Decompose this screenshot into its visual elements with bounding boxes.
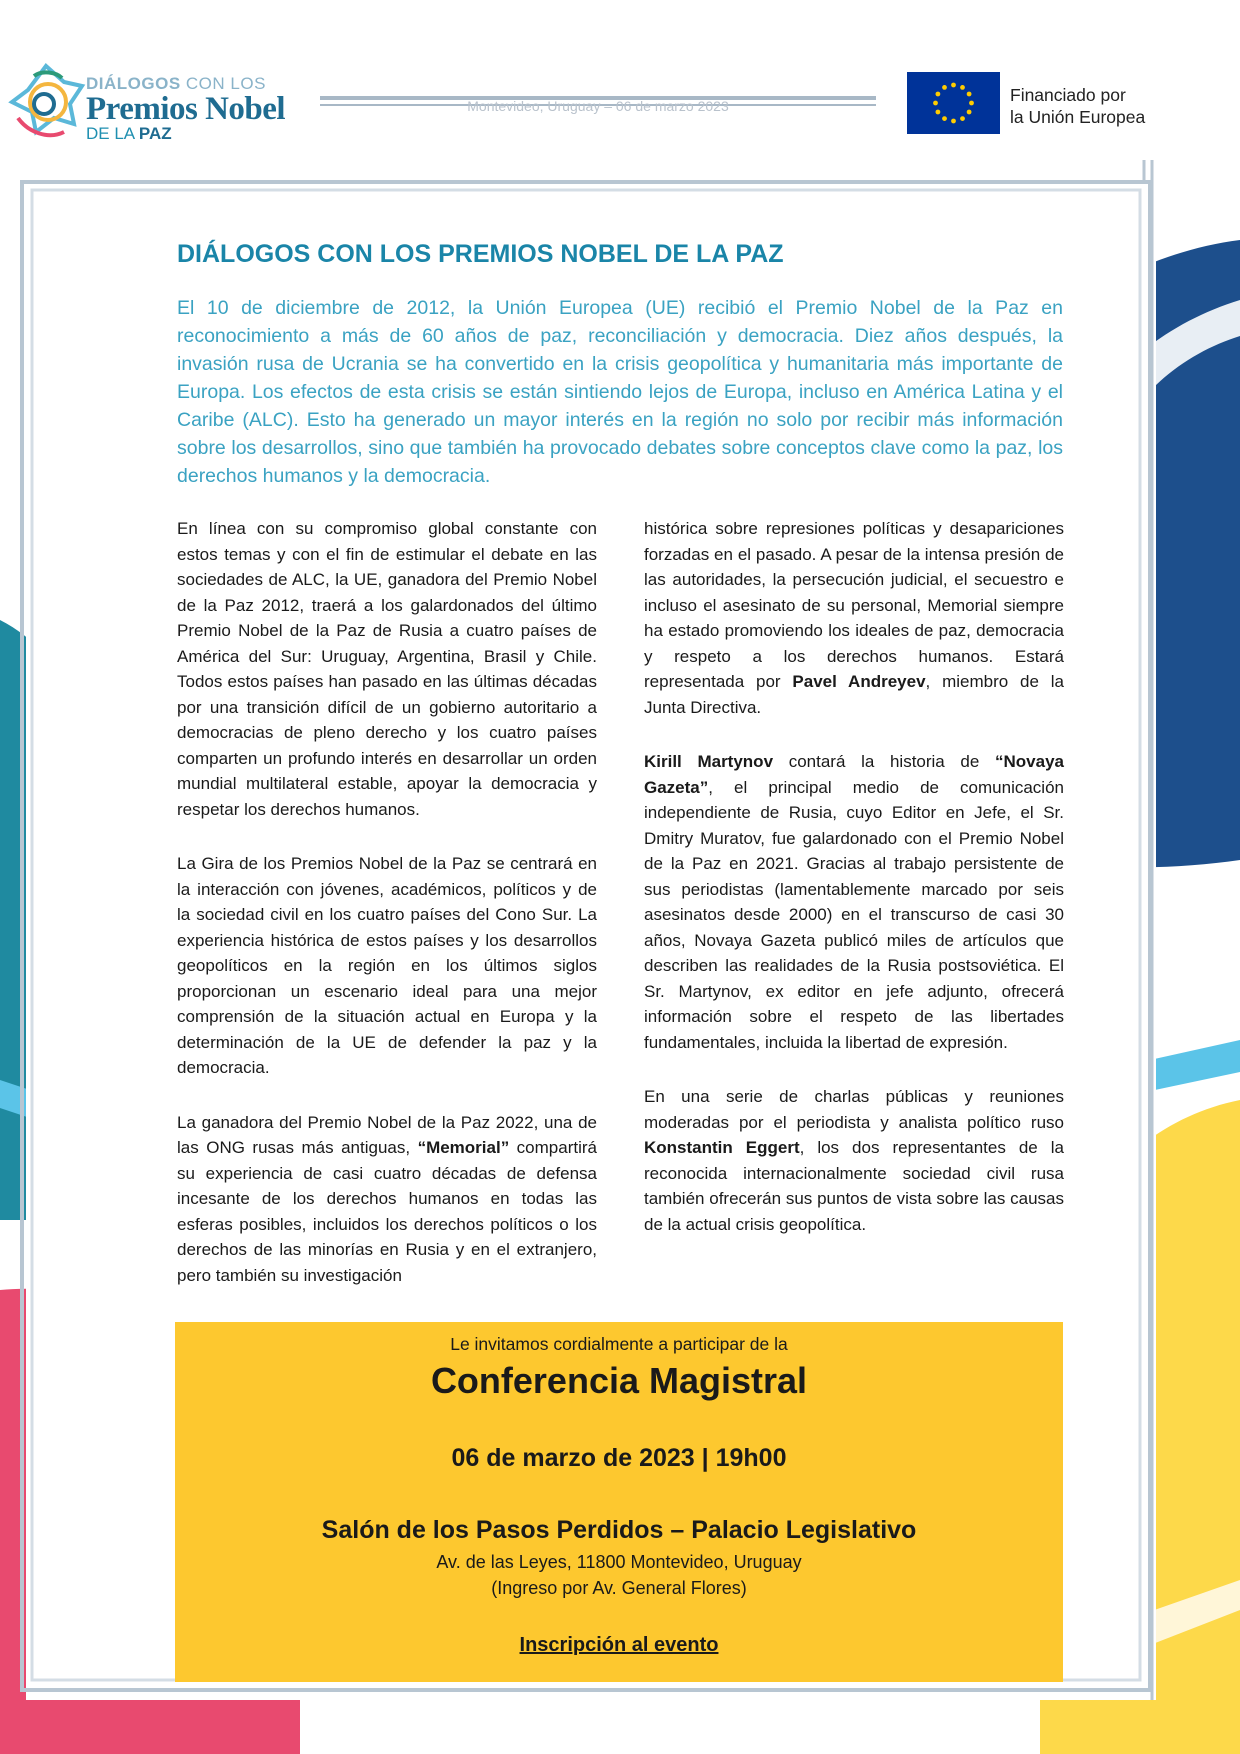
right-p2-text-a: contará la historia de: [773, 752, 996, 771]
registration-link[interactable]: Inscripción al evento: [519, 1634, 719, 1656]
left-paragraph-1: En línea con su compromiso global constante con estos temas y con el fin de estimular el debate en las sociedades de ALC, la UE, ganadora del Premio Nobel de la Paz 2012, traerá a los galardonados del último Premio Nobel de la Paz de Rusia a cuatro países de América del Sur: Uruguay, Argentina, Brasil y Chile. Todos estos países han pasado en las últimas décadas por una transición difícil de un gobierno autoritario a democracias de pleno derecho y los cuatro países comparten un profundo interés en desarrollar un orden mundial multilateral estable, apoyar la democracia y respetar los derechos humanos.: [177, 519, 597, 819]
event-entry-note: (Ingreso por Av. General Flores): [491, 1578, 747, 1598]
left-column: [177, 516, 597, 1317]
pavel-andreyev-name: Pavel Andreyev: [792, 672, 926, 691]
invitation-box: [175, 1322, 1063, 1682]
eu-line2: la Unión Europea: [1010, 107, 1146, 127]
right-column: [644, 516, 1064, 1266]
right-p1-text-b: , miembro de la Junta Directiva.: [644, 672, 1065, 717]
konstantin-eggert-name: Konstantin Eggert: [644, 1138, 800, 1157]
dialogos-logo: [4, 60, 304, 150]
logo-line3-bold: PAZ: [138, 124, 172, 143]
event-address: Av. de las Leyes, 11800 Montevideo, Uruguay: [436, 1552, 802, 1572]
right-p3-text-a: En una serie de charlas públicas y reuniones moderadas por el periodista y analista político ruso: [644, 1087, 1064, 1132]
logo-line1-rest: CON LOS: [180, 74, 266, 93]
eu-funding-label: [1010, 84, 1145, 128]
eu-line1: Financiado por: [1010, 85, 1126, 105]
kirill-martynov-name: Kirill Martynov: [644, 752, 774, 771]
eu-flag-icon: [907, 72, 1000, 134]
right-p1-text-a: histórica sobre represiones políticas y desapariciones forzadas en el pasado. A pesar de la intensa presión de las autoridades, la persecución judicial, el secuestro e incluso el asesinato de su personal, Memorial siempre ha estado promoviendo los ideales de paz, democracia y respeto a los derechos humanos. Estará representada por: [644, 519, 1064, 691]
conference-title: Conferencia Magistral: [430, 1360, 808, 1401]
invitation-intro: Le invitamos cordialmente a participar de la: [450, 1334, 788, 1354]
left-p3-text-b: compartirá su experiencia de casi cuatro décadas de defensa incesante de los derechos humanos en todas las esferas posibles, incluidos los derechos políticos o los derechos de las minorías en Rusia y en el extranjero, pero también su investigación: [177, 1138, 597, 1285]
right-paragraph-3: [644, 1084, 1064, 1237]
logo-line2: Premios Nobel: [86, 91, 286, 127]
right-p2-text-b: , el principal medio de comunicación independiente de Rusia, cuyo Editor en Jefe, el Sr. Dmitry Muratov, fue galardonado con el Premio Nobel de la Paz en 2021. Gracias al trabajo persistente de sus periodistas (lamentablemente marcado por seis asesinatos desde 2000) en el transcurso de casi 30 años, Novaya Gazeta publicó miles de artículos que describen las realidades de la Rusia postsoviética. El Sr. Martynov, ex editor en jefe adjunto, ofrecerá información sobre el respeto de las libertades fundamentales, incluida la libertad de expresión.: [644, 777, 1064, 1052]
left-p3-text-a: La ganadora del Premio Nobel de la Paz 2022, una de las ONG rusas más antiguas,: [177, 1112, 597, 1157]
dove-swirl-icon: [4, 60, 88, 144]
novaya-gazeta-name: “Novaya Gazeta”: [644, 752, 1064, 797]
logo-line3-plain: DE LA: [86, 124, 139, 143]
left-paragraph-2: La Gira de los Premios Nobel de la Paz se centrará en la interacción con jóvenes, académicos, políticos y de la sociedad civil en los cuatro países del Cono Sur. La experiencia histórica de estos países y los desarrollos geopolíticos en la región en los últimos siglos proporcionan un escenario ideal para una mejor comprensión de la situación actual en Europa y la determinación de la UE de defender la paz y la democracia.: [177, 854, 597, 1077]
intro-paragraph: El 10 de diciembre de 2012, la Unión Europea (UE) recibió el Premio Nobel de la Paz en reconocimiento a más de 60 años de paz, reconciliación y democracia. Diez años después, la invasión rusa de Ucrania se ha convertido en la crisis geopolítica y humanitaria más importante de Europa. Los efectos de esta crisis se están sintiendo lejos de Europa, incluso en América Latina y el Caribe (ALC). Esto ha generado un mayor interés en la región no solo por recibir más información sobre los desarrollos, sino que también ha provocado debates sobre conceptos clave como la paz, los derechos humanos y la democracia.: [177, 297, 1063, 487]
event-venue: Salón de los Pasos Perdidos – Palacio Legislativo: [321, 1516, 917, 1544]
right-paragraph-2: [644, 749, 1064, 1055]
right-paragraph-1: [644, 516, 1064, 720]
dateline: Montevideo, Uruguay – 06 de marzo 2023: [467, 98, 729, 114]
right-p3-text-b: , los dos representantes de la reconocida internacionalmente sociedad civil rusa también ofrecerán sus puntos de vista sobre las causas de la actual crisis geopolítica.: [644, 1138, 1064, 1234]
left-paragraph-3: [177, 1110, 597, 1289]
memorial-name: “Memorial”: [417, 1138, 510, 1157]
event-datetime: 06 de marzo de 2023 | 19h00: [451, 1444, 787, 1472]
logo-line1-bold: DIÁLOGOS: [86, 74, 181, 93]
document-title: DIÁLOGOS CON LOS PREMIOS NOBEL DE LA PAZ: [177, 240, 784, 268]
